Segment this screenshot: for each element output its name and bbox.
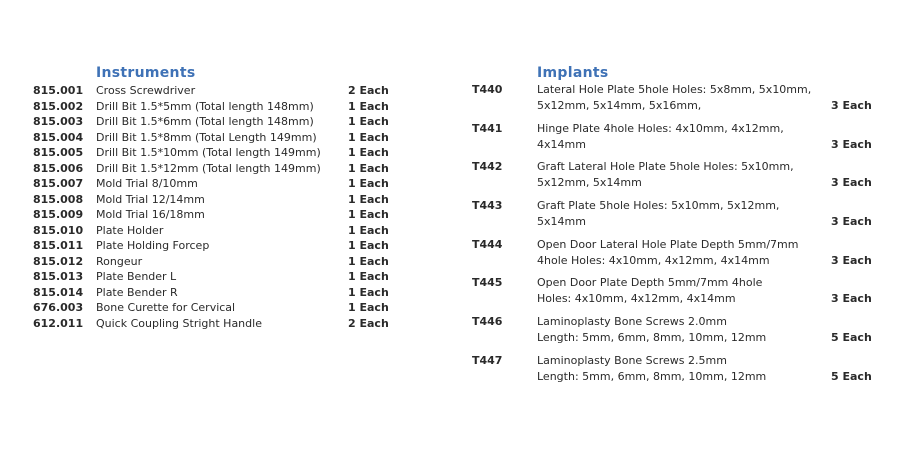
implant-quantity: 5 Each [831, 369, 872, 383]
implants-heading: Implants [537, 65, 609, 81]
implant-description-line-1: Graft Plate 5hole Holes: 5x10mm, 5x12mm, [537, 199, 780, 213]
instrument-quantity: 1 Each [348, 270, 389, 283]
instrument-quantity: 1 Each [348, 223, 389, 237]
instrument-description: Mold Trial 16/18mm [96, 208, 205, 221]
implant-code: T445 [472, 276, 503, 290]
implant-row [472, 159, 872, 198]
implant-description [537, 353, 827, 385]
instrument-description: Plate Bender R [96, 285, 178, 299]
instrument-description: Drill Bit 1.5*12mm (Total length 149mm) [96, 161, 321, 175]
instrument-row [33, 99, 393, 115]
instrument-description: Drill Bit 1.5*6mm (Total length 148mm) [96, 115, 314, 128]
instrument-row [33, 269, 393, 285]
implant-code: T446 [472, 315, 503, 329]
instrument-row [33, 176, 393, 192]
implant-quantity: 3 Each [831, 176, 872, 190]
instrument-row [33, 254, 393, 270]
instrument-description: Drill Bit 1.5*5mm (Total length 148mm) [96, 99, 314, 113]
instrument-row [33, 316, 393, 332]
implant-row [472, 198, 872, 237]
instrument-description: Quick Coupling Stright Handle [96, 316, 262, 330]
implant-quantity: 3 Each [831, 215, 872, 229]
implant-description-line-2: Length: 5mm, 6mm, 8mm, 10mm, 12mm [537, 369, 767, 383]
instrument-description: Plate Bender L [96, 270, 177, 283]
implant-description-line-1: Lateral Hole Plate 5hole Holes: 5x8mm, 5x10mm, [537, 83, 812, 96]
instrument-code: 612.011 [33, 316, 84, 330]
implant-description-line-2: 4hole Holes: 4x10mm, 4x12mm, 4x14mm [537, 253, 770, 267]
instrument-row [33, 300, 393, 316]
implant-description-line-2: 5x12mm, 5x14mm, 5x16mm, [537, 99, 702, 112]
instrument-quantity: 1 Each [348, 146, 389, 159]
instrument-row [33, 192, 393, 208]
instrument-code: 815.014 [33, 285, 84, 299]
instrument-row [33, 145, 393, 161]
implant-description [537, 237, 827, 269]
implant-description [537, 159, 827, 191]
implant-code: T447 [472, 353, 503, 367]
implant-row [472, 275, 872, 314]
implant-row [472, 237, 872, 276]
instrument-description: Mold Trial 12/14mm [96, 192, 205, 206]
implant-description-line-1: Laminoplasty Bone Screws 2.0mm [537, 315, 727, 329]
instrument-code: 815.002 [33, 99, 84, 113]
implant-code: T441 [472, 121, 503, 135]
implant-code: T440 [472, 83, 503, 96]
implant-quantity: 3 Each [831, 99, 872, 112]
instrument-description: Rongeur [96, 254, 143, 268]
instrument-code: 815.007 [33, 177, 84, 190]
instrument-quantity: 1 Each [348, 254, 389, 268]
instrument-row [33, 114, 393, 130]
instrument-description: Bone Curette for Cervical [96, 301, 236, 314]
instrument-quantity: 1 Each [348, 99, 389, 113]
instrument-code: 815.003 [33, 115, 84, 128]
instrument-code: 815.013 [33, 270, 84, 283]
instrument-quantity: 1 Each [348, 130, 389, 144]
instrument-quantity: 1 Each [348, 285, 389, 299]
instrument-description: Drill Bit 1.5*10mm (Total length 149mm) [96, 146, 321, 159]
instrument-code: 815.005 [33, 146, 84, 159]
implant-description [537, 275, 827, 307]
instrument-description: Mold Trial 8/10mm [96, 177, 198, 190]
instrument-quantity: 1 Each [348, 208, 389, 221]
implant-description-line-2: 5x12mm, 5x14mm [537, 176, 642, 190]
implant-row [472, 353, 872, 392]
implant-row [472, 82, 872, 121]
instrument-quantity: 1 Each [348, 301, 389, 314]
instrument-description: Plate Holder [96, 223, 164, 237]
instrument-code: 815.004 [33, 130, 84, 144]
instrument-quantity: 2 Each [348, 316, 389, 330]
instrument-code: 676.003 [33, 301, 84, 314]
instrument-code: 815.010 [33, 223, 84, 237]
implant-description-line-2: 5x14mm [537, 215, 586, 229]
instrument-row [33, 161, 393, 177]
instrument-row [33, 83, 393, 99]
implant-quantity: 5 Each [831, 331, 872, 345]
implant-description-line-2: Holes: 4x10mm, 4x12mm, 4x14mm [537, 292, 736, 306]
implant-description [537, 314, 827, 346]
instrument-quantity: 1 Each [348, 192, 389, 206]
instrument-description: Plate Holding Forcep [96, 239, 210, 252]
implant-row [472, 121, 872, 160]
implant-quantity: 3 Each [831, 253, 872, 267]
instrument-code: 815.008 [33, 192, 84, 206]
instrument-row [33, 130, 393, 146]
implant-code: T443 [472, 199, 503, 213]
implant-quantity: 3 Each [831, 137, 872, 151]
implants-list [472, 82, 872, 392]
instrument-row [33, 238, 393, 254]
instrument-description: Drill Bit 1.5*8mm (Total Length 149mm) [96, 130, 317, 144]
instrument-code: 815.012 [33, 254, 84, 268]
implant-description-line-2: Length: 5mm, 6mm, 8mm, 10mm, 12mm [537, 331, 767, 345]
instrument-row [33, 285, 393, 301]
instrument-quantity: 1 Each [348, 177, 389, 190]
implant-description-line-1: Graft Lateral Hole Plate 5hole Holes: 5x10mm, [537, 160, 794, 174]
implant-code: T444 [472, 237, 503, 251]
instrument-code: 815.001 [33, 84, 84, 97]
instrument-code: 815.006 [33, 161, 84, 175]
implant-description [537, 82, 827, 114]
instrument-code: 815.009 [33, 208, 84, 221]
implant-description-line-1: Laminoplasty Bone Screws 2.5mm [537, 353, 727, 367]
instrument-quantity: 2 Each [348, 84, 389, 97]
instruments-list [33, 83, 393, 331]
implant-description-line-1: Open Door Lateral Hole Plate Depth 5mm/7mm [537, 237, 799, 251]
implant-quantity: 3 Each [831, 292, 872, 306]
instrument-code: 815.011 [33, 239, 84, 252]
instruments-heading: Instruments [96, 65, 196, 81]
implant-description-line-1: Hinge Plate 4hole Holes: 4x10mm, 4x12mm, [537, 121, 784, 135]
instrument-quantity: 1 Each [348, 161, 389, 175]
implant-code: T442 [472, 160, 503, 174]
instrument-quantity: 1 Each [348, 115, 389, 128]
instrument-quantity: 1 Each [348, 239, 389, 252]
implant-description [537, 121, 827, 153]
implant-description [537, 198, 827, 230]
implant-row [472, 314, 872, 353]
instrument-row [33, 223, 393, 239]
instrument-description: Cross Screwdriver [96, 84, 196, 97]
instrument-row [33, 207, 393, 223]
implant-description-line-2: 4x14mm [537, 137, 586, 151]
implant-description-line-1: Open Door Plate Depth 5mm/7mm 4hole [537, 276, 763, 290]
